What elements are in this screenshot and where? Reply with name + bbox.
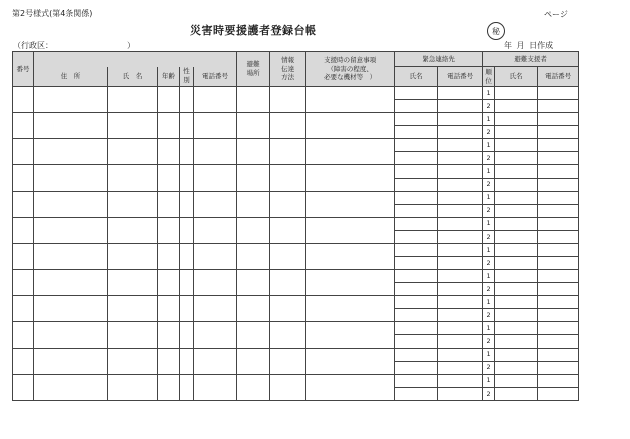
ec-phone-cell[interactable]: [438, 87, 483, 100]
sup-name-cell[interactable]: [495, 335, 538, 348]
evacuation-site-cell[interactable]: [237, 243, 270, 269]
ec-phone-cell[interactable]: [438, 309, 483, 322]
page-label: ページ: [544, 10, 568, 19]
table-row: [13, 296, 579, 309]
evacuation-site-cell[interactable]: [237, 270, 270, 296]
phone-cell[interactable]: [194, 87, 237, 113]
header-support-notes-line1: 支援時の留意事項: [324, 55, 377, 64]
ec-phone-cell[interactable]: [438, 283, 483, 296]
header-info-method: [270, 52, 306, 87]
order-cell: 1: [483, 165, 495, 178]
address-cell[interactable]: [34, 243, 108, 269]
gender-cell[interactable]: [180, 217, 194, 243]
support-notes-cell[interactable]: [306, 87, 395, 113]
order-cell: 2: [483, 178, 495, 191]
phone-cell[interactable]: [194, 374, 237, 400]
support-notes-cell[interactable]: [306, 270, 395, 296]
info-method-cell[interactable]: [270, 87, 306, 113]
form-code: 第2号様式(第4条関係): [12, 9, 93, 18]
address-cell[interactable]: [34, 87, 108, 113]
table-row: [13, 87, 579, 100]
ec-name-cell[interactable]: [395, 217, 438, 230]
header-sup-phone: 電話番号: [538, 67, 579, 87]
district-label: （行政区：: [13, 41, 53, 50]
header-number: 番号: [13, 52, 34, 87]
order-cell: 2: [483, 361, 495, 374]
table-row: [13, 139, 579, 152]
order-cell: 1: [483, 296, 495, 309]
support-notes-cell[interactable]: [306, 322, 395, 348]
table-row: [13, 270, 579, 283]
evacuation-site-cell[interactable]: [237, 217, 270, 243]
table-row: [13, 348, 579, 361]
name-cell[interactable]: [108, 191, 158, 217]
sup-phone-cell[interactable]: [538, 217, 579, 230]
name-cell[interactable]: [108, 270, 158, 296]
ec-phone-cell[interactable]: [438, 178, 483, 191]
name-cell[interactable]: [108, 87, 158, 113]
ec-phone-cell[interactable]: [438, 165, 483, 178]
address-cell[interactable]: [34, 191, 108, 217]
ec-name-cell[interactable]: [395, 335, 438, 348]
evacuation-site-cell[interactable]: [237, 191, 270, 217]
ec-phone-cell[interactable]: [438, 243, 483, 256]
ec-phone-cell[interactable]: [438, 217, 483, 230]
info-method-cell[interactable]: [270, 270, 306, 296]
info-method-cell[interactable]: [270, 165, 306, 191]
ec-phone-cell[interactable]: [438, 270, 483, 283]
ec-name-cell[interactable]: [395, 113, 438, 126]
support-notes-cell[interactable]: [306, 165, 395, 191]
address-cell[interactable]: [34, 270, 108, 296]
table-row: [13, 217, 579, 230]
header-order-line2: 位: [485, 76, 492, 85]
sup-phone-cell[interactable]: [538, 178, 579, 191]
age-cell[interactable]: [158, 165, 180, 191]
header-sup-name: 氏名: [495, 67, 538, 87]
sup-name-cell[interactable]: [495, 387, 538, 400]
sup-name-cell[interactable]: [495, 126, 538, 139]
ec-phone-cell[interactable]: [438, 113, 483, 126]
ec-name-cell[interactable]: [395, 374, 438, 387]
ec-name-cell[interactable]: [395, 361, 438, 374]
age-cell[interactable]: [158, 87, 180, 113]
sup-phone-cell[interactable]: [538, 322, 579, 335]
sup-phone-cell[interactable]: [538, 152, 579, 165]
order-cell: 2: [483, 309, 495, 322]
order-cell: 1: [483, 191, 495, 204]
name-cell[interactable]: [108, 113, 158, 139]
sup-phone-cell[interactable]: [538, 387, 579, 400]
evacuation-site-cell[interactable]: [237, 165, 270, 191]
ec-name-cell[interactable]: [395, 204, 438, 217]
ec-name-cell[interactable]: [395, 322, 438, 335]
ec-name-cell[interactable]: [395, 152, 438, 165]
gender-cell[interactable]: [180, 113, 194, 139]
address-cell[interactable]: [34, 165, 108, 191]
sup-phone-cell[interactable]: [538, 113, 579, 126]
gender-cell[interactable]: [180, 296, 194, 322]
age-cell[interactable]: [158, 270, 180, 296]
sup-phone-cell[interactable]: [538, 243, 579, 256]
header-blank-band: [34, 52, 237, 67]
ec-phone-cell[interactable]: [438, 230, 483, 243]
info-method-cell[interactable]: [270, 296, 306, 322]
order-cell: 1: [483, 270, 495, 283]
phone-cell[interactable]: [194, 348, 237, 374]
number-cell[interactable]: [13, 217, 34, 243]
gender-cell[interactable]: [180, 322, 194, 348]
evacuation-site-cell[interactable]: [237, 113, 270, 139]
table-row: [13, 322, 579, 335]
ec-name-cell[interactable]: [395, 257, 438, 270]
header-ec-name: 氏名: [395, 67, 438, 87]
sup-name-cell[interactable]: [495, 139, 538, 152]
sup-name-cell[interactable]: [495, 348, 538, 361]
ec-name-cell[interactable]: [395, 296, 438, 309]
header-evacuation-site-line2: 場所: [246, 69, 260, 77]
order-cell: 2: [483, 230, 495, 243]
sup-name-cell[interactable]: [495, 270, 538, 283]
sup-name-cell[interactable]: [495, 361, 538, 374]
ec-name-cell[interactable]: [395, 191, 438, 204]
sup-phone-cell[interactable]: [538, 283, 579, 296]
evacuation-site-cell[interactable]: [237, 87, 270, 113]
header-support-notes-line2: （障害の程度、: [327, 64, 373, 73]
info-method-cell[interactable]: [270, 139, 306, 165]
age-cell[interactable]: [158, 217, 180, 243]
ec-name-cell[interactable]: [395, 165, 438, 178]
name-cell[interactable]: [108, 243, 158, 269]
sup-phone-cell[interactable]: [538, 230, 579, 243]
header-gender: [180, 67, 194, 87]
table-row: [13, 374, 579, 387]
ec-phone-cell[interactable]: [438, 374, 483, 387]
table-row: [13, 243, 579, 256]
phone-cell[interactable]: [194, 165, 237, 191]
sup-phone-cell[interactable]: [538, 139, 579, 152]
header-order-line1: 順: [485, 67, 492, 76]
sup-phone-cell[interactable]: [538, 126, 579, 139]
ec-phone-cell[interactable]: [438, 191, 483, 204]
sup-name-cell[interactable]: [495, 374, 538, 387]
name-cell[interactable]: [108, 139, 158, 165]
sup-name-cell[interactable]: [495, 165, 538, 178]
sup-name-cell[interactable]: [495, 113, 538, 126]
order-cell: 2: [483, 152, 495, 165]
address-cell[interactable]: [34, 348, 108, 374]
age-cell[interactable]: [158, 374, 180, 400]
ec-name-cell[interactable]: [395, 178, 438, 191]
gender-cell[interactable]: [180, 374, 194, 400]
phone-cell[interactable]: [194, 270, 237, 296]
ec-phone-cell[interactable]: [438, 152, 483, 165]
number-cell[interactable]: [13, 270, 34, 296]
evacuation-site-cell[interactable]: [237, 296, 270, 322]
header-gender-line2: 別: [183, 76, 190, 85]
table-row: [13, 113, 579, 126]
table-body: [13, 87, 579, 401]
sup-name-cell[interactable]: [495, 257, 538, 270]
sup-phone-cell[interactable]: [538, 191, 579, 204]
name-cell[interactable]: [108, 348, 158, 374]
age-cell[interactable]: [158, 348, 180, 374]
header-info-method-line3: 方法: [281, 73, 295, 82]
ec-name-cell[interactable]: [395, 100, 438, 113]
ec-phone-cell[interactable]: [438, 139, 483, 152]
ec-name-cell[interactable]: [395, 139, 438, 152]
sup-phone-cell[interactable]: [538, 335, 579, 348]
phone-cell[interactable]: [194, 191, 237, 217]
order-cell: 2: [483, 257, 495, 270]
info-method-cell[interactable]: [270, 217, 306, 243]
sup-name-cell[interactable]: [495, 87, 538, 100]
gender-cell[interactable]: [180, 165, 194, 191]
evacuation-site-cell[interactable]: [237, 322, 270, 348]
number-cell[interactable]: [13, 113, 34, 139]
name-cell[interactable]: [108, 374, 158, 400]
support-notes-cell[interactable]: [306, 243, 395, 269]
age-cell[interactable]: [158, 139, 180, 165]
sup-name-cell[interactable]: [495, 217, 538, 230]
support-notes-cell[interactable]: [306, 374, 395, 400]
header-emergency-contact: 緊急連絡先: [395, 52, 483, 67]
sup-phone-cell[interactable]: [538, 204, 579, 217]
sup-phone-cell[interactable]: [538, 296, 579, 309]
address-cell[interactable]: [34, 217, 108, 243]
ec-name-cell[interactable]: [395, 283, 438, 296]
name-cell[interactable]: [108, 296, 158, 322]
header-support-notes-line3: 必要な機材等 ）: [324, 73, 377, 82]
support-notes-cell[interactable]: [306, 191, 395, 217]
sup-phone-cell[interactable]: [538, 100, 579, 113]
number-cell[interactable]: [13, 348, 34, 374]
number-cell[interactable]: [13, 322, 34, 348]
header-age: 年齢: [158, 67, 180, 87]
ec-name-cell[interactable]: [395, 309, 438, 322]
sup-name-cell[interactable]: [495, 230, 538, 243]
address-cell[interactable]: [34, 322, 108, 348]
info-method-cell[interactable]: [270, 374, 306, 400]
support-notes-cell[interactable]: [306, 113, 395, 139]
gender-cell[interactable]: [180, 270, 194, 296]
sup-phone-cell[interactable]: [538, 348, 579, 361]
phone-cell[interactable]: [194, 243, 237, 269]
info-method-cell[interactable]: [270, 243, 306, 269]
sup-name-cell[interactable]: [495, 178, 538, 191]
header-info-method-line1: 情報: [281, 55, 295, 64]
evacuation-site-cell[interactable]: [237, 139, 270, 165]
order-cell: 1: [483, 217, 495, 230]
order-cell: 1: [483, 113, 495, 126]
ec-name-cell[interactable]: [395, 348, 438, 361]
sup-name-cell[interactable]: [495, 296, 538, 309]
number-cell[interactable]: [13, 139, 34, 165]
order-cell: 1: [483, 348, 495, 361]
sup-phone-cell[interactable]: [538, 309, 579, 322]
order-cell: 2: [483, 126, 495, 139]
support-notes-cell[interactable]: [306, 348, 395, 374]
header-supporter: 避難支援者: [483, 52, 579, 67]
ec-phone-cell[interactable]: [438, 296, 483, 309]
age-cell[interactable]: [158, 243, 180, 269]
date-created-label: 年 月 日作成: [504, 41, 554, 50]
name-cell[interactable]: [108, 322, 158, 348]
name-cell[interactable]: [108, 217, 158, 243]
info-method-cell[interactable]: [270, 191, 306, 217]
ec-phone-cell[interactable]: [438, 387, 483, 400]
address-cell[interactable]: [34, 296, 108, 322]
ec-phone-cell[interactable]: [438, 361, 483, 374]
ec-phone-cell[interactable]: [438, 322, 483, 335]
order-cell: 2: [483, 204, 495, 217]
gender-cell[interactable]: [180, 243, 194, 269]
sup-name-cell[interactable]: [495, 152, 538, 165]
order-cell: 2: [483, 387, 495, 400]
info-method-cell[interactable]: [270, 322, 306, 348]
gender-cell[interactable]: [180, 191, 194, 217]
phone-cell[interactable]: [194, 139, 237, 165]
header-info-method-line2: 伝達: [281, 64, 295, 73]
sup-phone-cell[interactable]: [538, 361, 579, 374]
phone-cell[interactable]: [194, 113, 237, 139]
address-cell[interactable]: [34, 374, 108, 400]
address-cell[interactable]: [34, 139, 108, 165]
ec-name-cell[interactable]: [395, 270, 438, 283]
number-cell[interactable]: [13, 165, 34, 191]
header-evacuation-site-line1: 避難: [246, 60, 260, 69]
age-cell[interactable]: [158, 113, 180, 139]
age-cell[interactable]: [158, 296, 180, 322]
address-cell[interactable]: [34, 113, 108, 139]
ec-name-cell[interactable]: [395, 243, 438, 256]
order-cell: 1: [483, 374, 495, 387]
order-cell: 2: [483, 335, 495, 348]
support-notes-cell[interactable]: [306, 296, 395, 322]
info-method-cell[interactable]: [270, 113, 306, 139]
ec-name-cell[interactable]: [395, 87, 438, 100]
table-header: [13, 52, 579, 87]
number-cell[interactable]: [13, 374, 34, 400]
sup-name-cell[interactable]: [495, 283, 538, 296]
age-cell[interactable]: [158, 322, 180, 348]
order-cell: 1: [483, 87, 495, 100]
sup-name-cell[interactable]: [495, 243, 538, 256]
gender-cell[interactable]: [180, 87, 194, 113]
ec-phone-cell[interactable]: [438, 100, 483, 113]
order-cell: 1: [483, 139, 495, 152]
order-cell: 2: [483, 283, 495, 296]
number-cell[interactable]: [13, 191, 34, 217]
district-close-paren: ）: [127, 41, 135, 50]
header-name: 氏 名: [108, 67, 158, 87]
sup-name-cell[interactable]: [495, 322, 538, 335]
header-phone: 電話番号: [194, 67, 237, 87]
ec-name-cell[interactable]: [395, 230, 438, 243]
number-cell[interactable]: [13, 296, 34, 322]
ec-phone-cell[interactable]: [438, 335, 483, 348]
sup-phone-cell[interactable]: [538, 374, 579, 387]
sup-phone-cell[interactable]: [538, 257, 579, 270]
support-notes-cell[interactable]: [306, 139, 395, 165]
header-order: [483, 67, 495, 87]
header-support-notes: [306, 52, 395, 87]
age-cell[interactable]: [158, 191, 180, 217]
ec-name-cell[interactable]: [395, 387, 438, 400]
header-gender-line1: 性: [183, 67, 190, 76]
support-notes-cell[interactable]: [306, 217, 395, 243]
phone-cell[interactable]: [194, 322, 237, 348]
table-row: [13, 165, 579, 178]
header-evacuation-site: [237, 52, 270, 87]
ec-name-cell[interactable]: [395, 126, 438, 139]
order-cell: 2: [483, 100, 495, 113]
ec-phone-cell[interactable]: [438, 257, 483, 270]
table-row: [13, 191, 579, 204]
number-cell[interactable]: [13, 243, 34, 269]
sup-name-cell[interactable]: [495, 309, 538, 322]
sup-name-cell[interactable]: [495, 191, 538, 204]
sup-phone-cell[interactable]: [538, 270, 579, 283]
phone-cell[interactable]: [194, 296, 237, 322]
number-cell[interactable]: [13, 87, 34, 113]
sup-name-cell[interactable]: [495, 204, 538, 217]
phone-cell[interactable]: [194, 217, 237, 243]
registry-table: [12, 51, 579, 401]
evacuation-site-cell[interactable]: [237, 348, 270, 374]
order-cell: 1: [483, 243, 495, 256]
sup-phone-cell[interactable]: [538, 165, 579, 178]
secret-stamp: 秘: [487, 22, 505, 40]
ec-phone-cell[interactable]: [438, 204, 483, 217]
header-address: 住 所: [34, 67, 108, 87]
page-title: 災害時要援護者登録台帳: [190, 24, 317, 37]
header-ec-phone: 電話番号: [438, 67, 483, 87]
sup-phone-cell[interactable]: [538, 87, 579, 100]
order-cell: 1: [483, 322, 495, 335]
sup-name-cell[interactable]: [495, 100, 538, 113]
gender-cell[interactable]: [180, 139, 194, 165]
ec-phone-cell[interactable]: [438, 348, 483, 361]
evacuation-site-cell[interactable]: [237, 374, 270, 400]
gender-cell[interactable]: [180, 348, 194, 374]
ec-phone-cell[interactable]: [438, 126, 483, 139]
info-method-cell[interactable]: [270, 348, 306, 374]
name-cell[interactable]: [108, 165, 158, 191]
